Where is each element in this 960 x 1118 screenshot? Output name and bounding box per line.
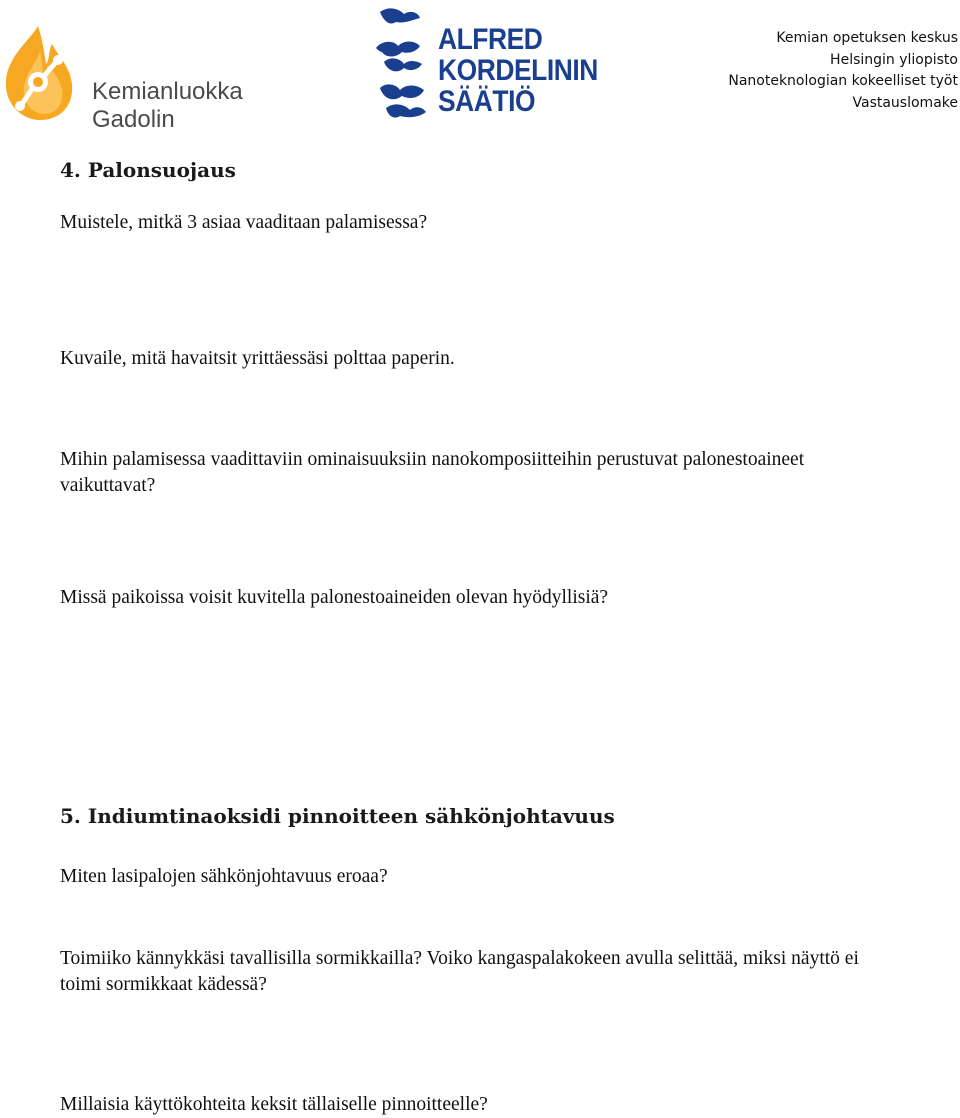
question-fire-1: Muistele, mitkä 3 asiaa vaaditaan palamisessa?: [60, 212, 428, 233]
question-ito-1: Miten lasipalojen sähkönjohtavuus eroaa?: [60, 866, 388, 887]
page-header: [0, 0, 960, 133]
question-ito-3: Millaisia käyttökohteita keksit tällaiselle pinnoitteelle?: [60, 1094, 488, 1115]
question-ito-2: Toimiiko kännykkäsi tavallisilla sormikkailla? Voiko kangaspalakokeen avulla selittää, miksi näyttö ei toimi sormikkaat kädessä?: [60, 948, 859, 995]
org-info-line1: Kemian opetuksen keskus: [776, 30, 958, 46]
section-title-ito-conductivity: 5. Indiumtinaoksidi pinnoitteen sähkönjohtavuus: [60, 804, 615, 828]
kordelin-logo-line2: KORDELININ: [438, 54, 598, 87]
kemianluokka-gadolin-logo: [0, 22, 250, 133]
gadolin-logo-line2: Gadolin: [92, 106, 175, 133]
org-info-line4: Vastauslomake: [852, 94, 958, 111]
kordelin-logo-line3: SÄÄTIÖ: [438, 85, 536, 118]
org-info-line3: Nanoteknologian kokeelliset työt: [728, 73, 958, 89]
gadolin-flame-icon: [0, 22, 90, 124]
kordelin-logo-line1: ALFRED: [438, 23, 543, 56]
gadolin-logo-line1: Kemianluokka: [92, 78, 243, 105]
alfred-kordelinin-saatio-logo: [374, 4, 598, 124]
org-info-line2: Helsingin yliopisto: [830, 51, 958, 68]
question-fire-4: Missä paikoissa voisit kuvitella palonestoaineiden olevan hyödyllisiä?: [60, 587, 609, 608]
question-fire-3: Mihin palamisessa vaadittaviin ominaisuuksiin nanokomposiitteihin perustuvat palonestoaineet vaikuttavat?: [60, 449, 805, 496]
kordelin-emblem-icon: [374, 4, 434, 124]
organization-info: [728, 28, 958, 114]
section-title-fire-protection: 4. Palonsuojaus: [60, 158, 236, 182]
question-fire-2: Kuvaile, mitä havaitsit yrittäessäsi polttaa paperin.: [60, 348, 455, 369]
